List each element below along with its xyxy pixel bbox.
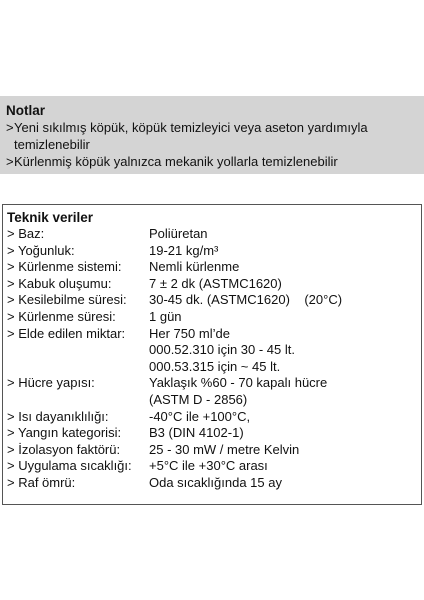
spec-value: B3 (DIN 4102-1) bbox=[149, 425, 244, 441]
spec-label: > Yangın kategorisi: bbox=[7, 425, 122, 441]
spec-value: 30-45 dk. (ASTMC1620) (20°C) bbox=[149, 292, 343, 308]
spec-row-shelf-life bbox=[7, 475, 417, 492]
spec-value: Poliüretan bbox=[149, 226, 208, 241]
spec-value: -40°C ile +100°C, bbox=[149, 408, 251, 424]
spec-row-fire-category bbox=[7, 425, 417, 442]
spec-label: > Yoğunluk: bbox=[7, 242, 75, 258]
spec-row-base bbox=[7, 226, 417, 243]
notes-title: Notlar bbox=[6, 103, 46, 118]
spec-label: > Kürlenme sistemi: bbox=[7, 259, 122, 275]
spec-label: > İzolasyon faktörü: bbox=[7, 441, 121, 457]
spec-label: > Baz: bbox=[7, 226, 45, 241]
notes-section bbox=[0, 96, 424, 174]
spec-value: Her 750 ml’de bbox=[149, 325, 230, 341]
spec-value: 25 - 30 mW / metre Kelvin bbox=[149, 441, 300, 457]
spec-row-heat-resistance bbox=[7, 409, 417, 426]
spec-label: > Isı dayanıklılığı: bbox=[7, 408, 109, 424]
spec-row-cell-structure bbox=[7, 375, 417, 408]
note-marker: > bbox=[6, 154, 14, 169]
spec-label: > Elde edilen miktar: bbox=[7, 325, 126, 341]
technical-data-box bbox=[2, 204, 422, 505]
spec-row-application-temperature bbox=[7, 458, 417, 475]
spec-label: > Hücre yapısı: bbox=[7, 375, 95, 391]
spec-value: 7 ± 2 dk (ASTMC1620) bbox=[149, 275, 282, 291]
spec-label: > Kabuk oluşumu: bbox=[7, 275, 112, 291]
spec-label: > Uygulama sıcaklığı: bbox=[7, 458, 132, 474]
spec-label: > Kesilebilme süresi: bbox=[7, 292, 127, 308]
note-text: Yeni sıkılmış köpük, köpük temizleyici veya aseton yardımıyla temizlenebilir bbox=[14, 120, 368, 152]
spec-value: 000.52.310 için 30 - 45 lt. bbox=[149, 342, 295, 358]
technical-data-title: Teknik veriler bbox=[7, 210, 94, 225]
note-text: Kürlenmiş köpük yalnızca mekanik yollarla temizlenebilir bbox=[14, 154, 338, 169]
spec-value: 000.53.315 için ~ 45 lt. bbox=[149, 358, 281, 374]
spec-value: Yaklaşık %60 - 70 kapalı hücre bbox=[149, 375, 328, 391]
spec-row-yield bbox=[7, 326, 417, 376]
spec-value: Nemli kürlenme bbox=[149, 259, 240, 275]
spec-value: +5°C ile +30°C arası bbox=[149, 458, 268, 474]
spec-value: 1 gün bbox=[149, 308, 182, 324]
spec-row-insulation-factor bbox=[7, 442, 417, 459]
spec-value: 19-21 kg/m³ bbox=[149, 242, 219, 258]
spec-row-density bbox=[7, 243, 417, 260]
note-item bbox=[6, 119, 418, 153]
spec-row-curing-time bbox=[7, 309, 417, 326]
note-marker: > bbox=[6, 120, 14, 135]
spec-value: (ASTM D - 2856) bbox=[149, 391, 248, 407]
spec-value: Oda sıcaklığında 15 ay bbox=[149, 474, 282, 490]
spec-label: > Kürlenme süresi: bbox=[7, 308, 116, 324]
spec-row-skin-formation bbox=[7, 276, 417, 293]
note-item bbox=[6, 153, 418, 170]
spec-row-cutting-time bbox=[7, 292, 417, 309]
spec-label: > Raf ömrü: bbox=[7, 474, 76, 490]
spec-row-curing-system bbox=[7, 259, 417, 276]
